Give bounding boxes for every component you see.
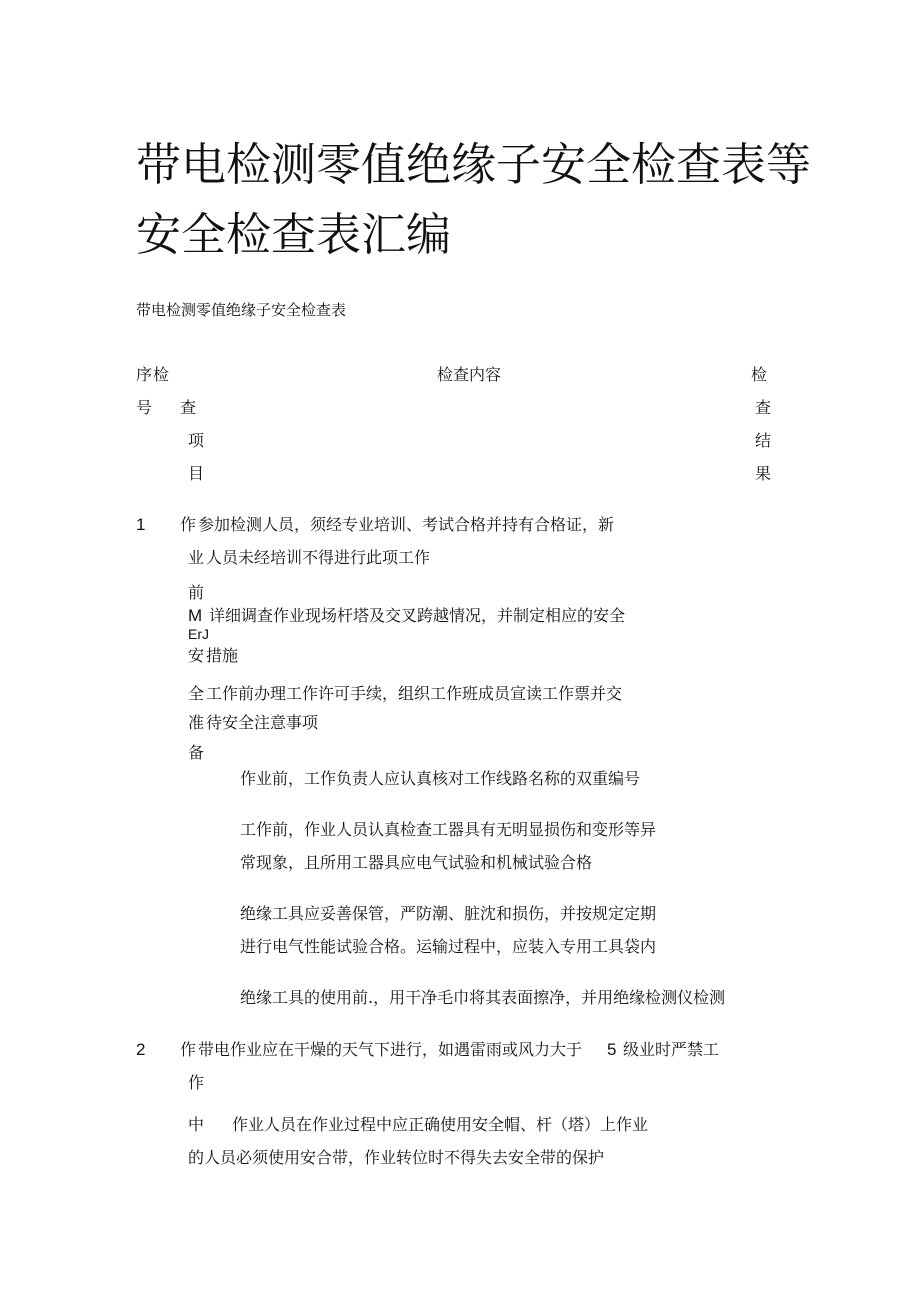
row-content-number: 5 bbox=[607, 1040, 617, 1059]
row-item-char: ErJ bbox=[188, 626, 209, 642]
row-content-line: 工作前办理工作许可手续，组织工作班成员宣读工作票并交 bbox=[206, 684, 623, 703]
row-number: 2 bbox=[136, 1040, 146, 1059]
row-number: 1 bbox=[136, 515, 146, 534]
row-content-line: 级业时严禁工 bbox=[623, 1040, 720, 1059]
row-content-line: 绝缘工具应妥善保管，严防潮、脏沈和损伤，并按规定定期 bbox=[240, 904, 657, 923]
header-item-char-1: 检 bbox=[153, 365, 170, 384]
row-content-line: 带电作业应在干燥的天气下进行，如遇雷雨或风力大于 bbox=[198, 1040, 583, 1059]
document-title-line-2: 安全检查表汇编 bbox=[136, 208, 452, 261]
row-content-line: 的人员必须使用安合带，作业转位时不得失去安全带的保护 bbox=[188, 1148, 605, 1167]
header-seq-char-1: 序 bbox=[136, 365, 153, 384]
row-content-line: 人员未经培训不得进行此项工作 bbox=[206, 548, 431, 567]
row-item-char: M bbox=[188, 606, 203, 625]
row-item-char: 作 bbox=[180, 515, 197, 534]
row-content-line: 待安全注意事项 bbox=[206, 713, 319, 732]
header-content: 检查内容 bbox=[437, 365, 502, 384]
header-item-char-2: 查 bbox=[180, 398, 197, 417]
header-result-char-1: 检 bbox=[751, 365, 768, 384]
row-content-line: 进行电气性能试验合格。运输过程中，应装入专用工具袋内 bbox=[240, 937, 657, 956]
row-item-char: 业 bbox=[188, 548, 205, 567]
header-result-char-4: 果 bbox=[755, 464, 772, 483]
row-item-char: 准 bbox=[188, 713, 205, 732]
row-item-char: 中 bbox=[188, 1115, 205, 1134]
row-content-line: 绝缘工具的使用前.，用干净毛巾将其表面擦净，并用绝缘检测仪检测 bbox=[240, 988, 726, 1007]
row-item-char: 作 bbox=[180, 1040, 197, 1059]
row-item-char: 安 bbox=[188, 646, 205, 665]
header-item-char-4: 目 bbox=[188, 464, 205, 483]
row-item-char: 全 bbox=[188, 684, 205, 703]
header-seq-char-2: 号 bbox=[136, 398, 153, 417]
header-item-char-3: 项 bbox=[188, 431, 205, 450]
row-content-line: 作业前，工作负责人应认真核对工作线路名称的双重编号 bbox=[240, 769, 641, 788]
document-title-line-1: 带电检测零值绝缘子安全检查表等 bbox=[136, 138, 812, 191]
header-result-char-3: 结 bbox=[755, 431, 772, 450]
row-content-line: 常现象，且所用工器具应电气试验和机械试验合格 bbox=[240, 853, 593, 872]
document-subtitle: 带电检测零值绝缘子安全检查表 bbox=[136, 301, 347, 319]
row-content-line: 详细调查作业现场杆塔及交叉跨越情况，并制定相应的安全 bbox=[209, 606, 626, 625]
row-content-line: 工作前，作业人员认真检查工器具有无明显损伤和变形等异 bbox=[240, 820, 657, 839]
header-result-char-2: 查 bbox=[755, 398, 772, 417]
row-item-char: 作 bbox=[188, 1073, 205, 1092]
row-content-line: 措施 bbox=[206, 646, 239, 665]
row-content-line: 参加检测人员，须经专业培训、考试合格并持有合格证，新 bbox=[198, 515, 615, 534]
row-item-char: 前 bbox=[188, 583, 205, 602]
row-item-char: 备 bbox=[188, 743, 205, 762]
row-content-line: 作业人员在作业过程中应正确使用安全帽、杆（塔）上作业 bbox=[232, 1115, 649, 1134]
